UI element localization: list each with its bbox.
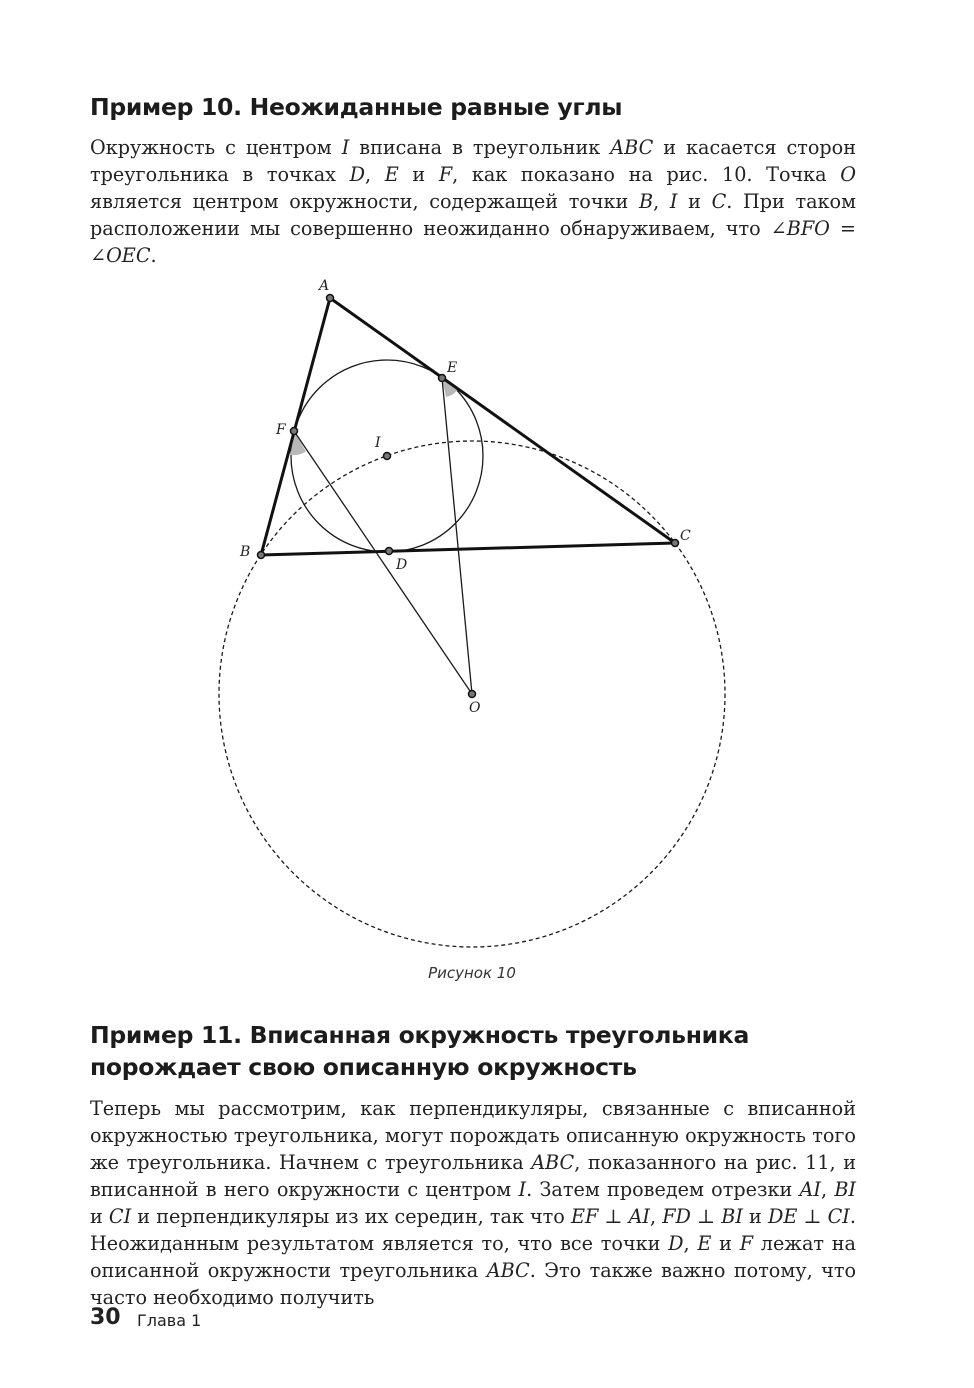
side-ab (261, 298, 330, 555)
text-run: ⊥ (690, 1205, 722, 1228)
text-run: и (742, 1205, 768, 1228)
text-run: , (683, 1232, 698, 1255)
side-bc (261, 543, 675, 555)
text-run: , (820, 1178, 835, 1201)
text-run: = (829, 217, 863, 240)
label-i: I (375, 435, 381, 451)
label-c: C (680, 528, 691, 544)
example-10-title: Пример 10. Неожиданные равные углы (90, 93, 623, 121)
math-symbol: ∠BFO (770, 217, 830, 240)
math-symbol: F (739, 1232, 754, 1255)
text-run: , (653, 190, 670, 213)
math-symbol: BI (721, 1205, 743, 1228)
point-o (469, 691, 476, 698)
math-symbol: CI (827, 1205, 850, 1228)
math-symbol: FD (662, 1205, 691, 1228)
math-symbol: AI (799, 1178, 821, 1201)
figure-10-diagram (0, 260, 974, 960)
label-d: D (396, 557, 408, 573)
math-symbol: I (669, 190, 678, 213)
text-run: Теперь мы рассмотрим, как перпендикуляры, связанные с вписанной окружностью треугольника, могут порождать описанную окружность того же треугольника. Начнем с треугольника (90, 1097, 863, 1174)
side-ac (330, 298, 675, 543)
text-run: и перпендикуляры из их середин, так что (131, 1205, 571, 1228)
text-run: , показанного на рис. 11, и вписанной в него окружности с центром (90, 1151, 863, 1201)
text-run: . Затем проведем отрезки (526, 1178, 800, 1201)
math-symbol: ABC (486, 1259, 530, 1282)
math-symbol: D (349, 163, 365, 186)
text-run: . Неожиданным результатом является то, что все точки (90, 1205, 863, 1255)
label-o: O (469, 700, 481, 716)
segment-fo (294, 431, 472, 694)
math-symbol: I (518, 1178, 527, 1201)
point-b (258, 552, 265, 559)
text-run: . При таком расположении мы совершенно неожиданно обнаруживаем, что (90, 190, 863, 240)
point-c (672, 540, 679, 547)
text-run: и (677, 190, 712, 213)
math-symbol: D (668, 1232, 684, 1255)
math-symbol: AI (628, 1205, 651, 1228)
point-e (439, 375, 446, 382)
text-run: ⊥ (598, 1205, 629, 1228)
example-11-paragraph (90, 1095, 863, 1311)
math-symbol: E (384, 163, 399, 186)
point-a (327, 295, 334, 302)
math-symbol: ABC (531, 1151, 575, 1174)
math-symbol: B (638, 190, 654, 213)
text-run: . (150, 244, 157, 267)
example-11-title: Пример 11. Вписанная окружность треугольника порождает свою описанную окружность (90, 1021, 750, 1081)
label-e: E (447, 360, 458, 376)
label-b: B (240, 544, 251, 560)
math-symbol: DE (767, 1205, 798, 1228)
label-a: A (319, 278, 330, 294)
text-run: лежат на описанной окружности треугольника (90, 1232, 863, 1282)
math-symbol: BI (834, 1178, 856, 1201)
math-symbol: ∠OEC (90, 244, 151, 267)
point-d (386, 548, 393, 555)
math-symbol: ABC (610, 136, 654, 159)
text-run: вписана в треугольник (349, 136, 611, 159)
text-run: ⊥ (797, 1205, 828, 1228)
figure-caption: Рисунок 10 (428, 964, 516, 982)
text-run: , как показано на рис. 10. Точка (452, 163, 841, 186)
example-10-paragraph (90, 134, 863, 269)
chapter-label: Глава 1 (137, 1311, 202, 1330)
point-f (291, 428, 298, 435)
math-symbol: C (711, 190, 727, 213)
text-run: и касается сторон треугольника в точках (90, 136, 863, 186)
math-symbol: CI (108, 1205, 132, 1228)
text-run: и (90, 1178, 863, 1228)
point-i (384, 453, 391, 460)
math-symbol: I (341, 136, 350, 159)
text-run: является центром окружности, содержащей точки (90, 163, 863, 213)
segment-eo (442, 378, 472, 694)
math-symbol: F (438, 163, 453, 186)
text-run: Окружность с центром (90, 136, 342, 159)
math-symbol: O (840, 163, 856, 186)
page-number: 30 (90, 1305, 121, 1330)
math-symbol: E (697, 1232, 712, 1255)
text-run: . Это также важно потому, что часто необходимо получить (90, 1259, 863, 1309)
text-run: и (711, 1232, 740, 1255)
math-symbol: EF (570, 1205, 599, 1228)
text-run: , (650, 1205, 663, 1228)
text-run: и (398, 163, 439, 186)
label-f: F (276, 422, 286, 438)
text-run: , (365, 163, 385, 186)
